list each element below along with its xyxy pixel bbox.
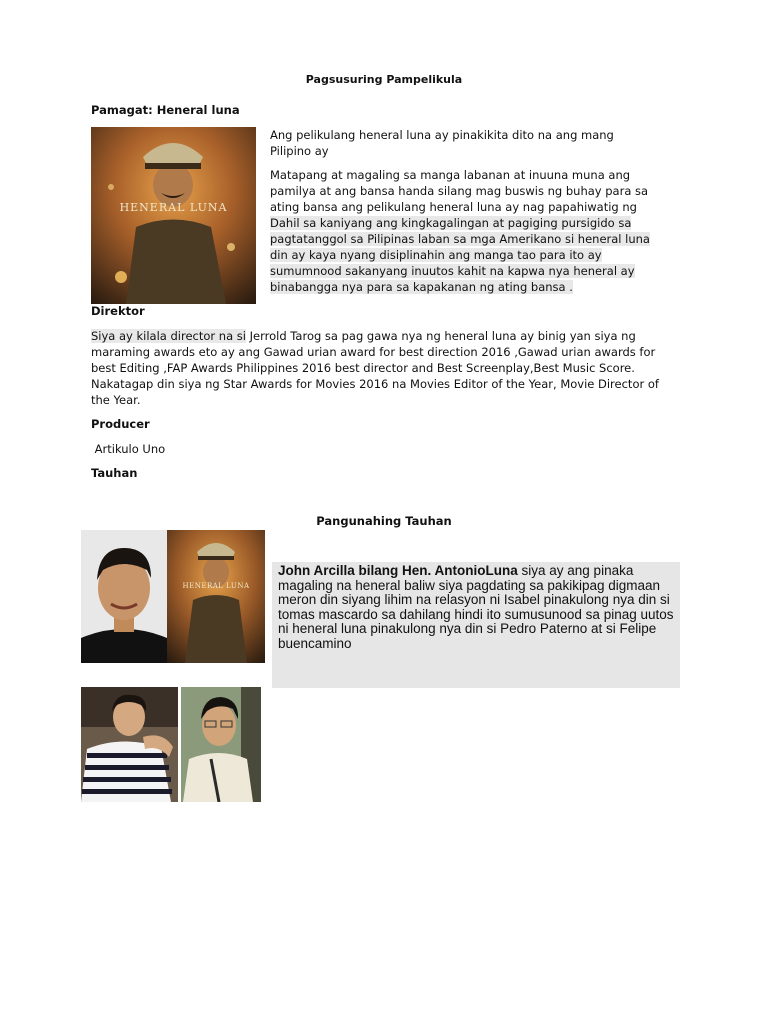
actor-name: John Arcilla bilang Hen. AntonioLuna xyxy=(278,563,518,578)
supporting-actor-photo-1 xyxy=(81,687,178,802)
direktor-text: Jerrold Tarog sa pag gawa nya ng heneral luna ay binig yan siya ng maraming awards eto ay ang Gawad urian award for best direction 2016 ,Gawad urian awards for best Editing ,FAP Awards Philippines 2016 best director and Best Screenplay,Best Music Score. Nakatagap din siya ng Star Awards for Movies 2016 na Movies Editor of the Year, Movie Director of the Year. xyxy=(91,329,659,407)
actor-description-box xyxy=(272,562,680,688)
actor-description: siya ay ang pinaka magaling na heneral baliw siya pagdating sa pakikipag digmaan meron din siyang lihim na relasyon ni Isabel pinakulong nya din si tomas mascardo sa dahilang hindi ito sumusunood sa pinag uutos ni heneral luna pinakulong nya din si Pedro Paterno at si Felipe buencamino xyxy=(278,563,674,651)
tauhan-label: Tauhan xyxy=(91,466,138,480)
movie-poster-small xyxy=(167,530,265,663)
page-title: Pagsusuring Pampelikula xyxy=(305,73,463,86)
direktor-label: Direktor xyxy=(91,304,145,318)
actor-photo xyxy=(81,530,167,663)
intro-paragraph-2-text: Matapang at magaling sa manga labanan at inuuna muna ang pamilya at ang bansa handa silang mag buswis ng buhay para sa ating bansa ang pelikulang heneral luna ay nag papahiwatig ng xyxy=(270,168,649,214)
producer-value: Artikulo Uno xyxy=(91,442,166,456)
intro-paragraph-2-highlight: Dahil sa kaniyang ang kingkagalingan at pagiging pursigido sa pagtatanggol sa Pilipinas laban sa mga Amerikano si heneral luna din ay kaya nyang disiplinahin ang manga tao para ito ay sumumnood sakanyang inuutos kahit na kapwa nya heneral ay binabangga nya para sa kapakanan ng ating bansa . xyxy=(270,216,650,294)
intro-paragraph-2 xyxy=(270,167,655,295)
poster-small-logo-text: HENERAL LUNA xyxy=(182,582,250,590)
main-characters-title: Pangunahing Tauhan xyxy=(316,514,452,528)
movie-poster-image xyxy=(91,127,256,304)
direktor-highlight: Siya ay kilala director na si xyxy=(91,329,246,343)
poster-logo-text: HENERAL LUNA xyxy=(119,201,228,214)
supporting-actor-photo-2 xyxy=(181,687,261,802)
producer-label: Producer xyxy=(91,417,150,431)
intro-paragraph: Ang pelikulang heneral luna ay pinakikita dito na ang mang Pilipino ay xyxy=(270,128,614,158)
direktor-paragraph xyxy=(91,328,676,408)
movie-title-label: Pamagat: Heneral luna xyxy=(91,103,240,117)
